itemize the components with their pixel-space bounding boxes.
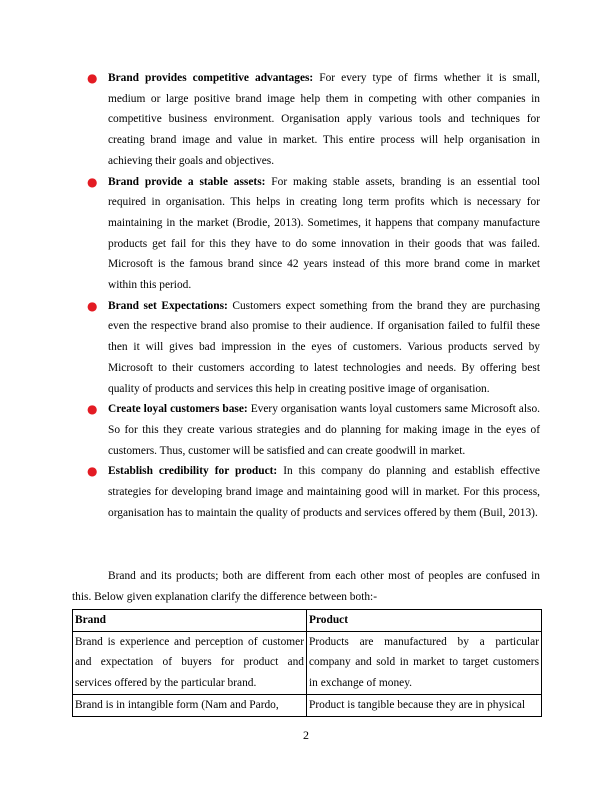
bullet-item-stable-assets bbox=[72, 172, 540, 296]
bullet-item-loyal-customers bbox=[72, 399, 540, 461]
bullet-heading: Brand set Expectations: bbox=[108, 299, 228, 312]
bullet-icon: ● bbox=[87, 298, 98, 313]
bullet-icon: ● bbox=[87, 71, 98, 85]
bullet-heading: Establish credibility for product: bbox=[108, 465, 278, 478]
bullet-heading: Create loyal customers base: bbox=[108, 403, 248, 416]
table-header-product: Product bbox=[307, 610, 542, 632]
bullet-heading: Brand provides competitive advantages: bbox=[108, 72, 314, 84]
table-cell-product: Product is tangible because they are in physical bbox=[307, 694, 542, 716]
table-row bbox=[73, 631, 542, 694]
bullet-icon: ● bbox=[87, 464, 98, 479]
bullet-text: In this company do planning and establish effective strategies for developing brand image and maintaining good will in market. For this process, organisation has to maintain the quality of products and services offered by them (Buil, 2013). bbox=[108, 465, 540, 519]
table-header-brand: Brand bbox=[73, 610, 307, 632]
bullet-heading: Brand provide a stable assets: bbox=[108, 175, 266, 188]
bullet-icon: ● bbox=[87, 174, 98, 189]
intro-paragraph: Brand and its products; both are different from each other most of peoples are confused in this. Below given explanation clarify the difference between both:- bbox=[72, 570, 540, 603]
bullet-text: For every type of firms whether it is small, medium or large positive brand image help them in competing with other companies in competitive business environment. Organisation apply various tools and techniques for creating brand image and value in market. This entire process will help organisation in achieving their goals and objectives. bbox=[108, 72, 540, 167]
bullet-item-credibility bbox=[72, 461, 540, 523]
bullet-icon: ● bbox=[87, 402, 98, 417]
bullet-list bbox=[72, 68, 540, 523]
bullet-text: For making stable assets, branding is an essential tool required in organisation. This helps in creating long term profits which is necessary for maintaining in the market (Brodie, 2013). Sometimes, it happens that company manufacture products get fail for this they have to do some innovation in their goods that was failed. Microsoft is the famous brand since 42 years instead of this more brand come in market within this period. bbox=[108, 175, 541, 292]
bullet-item-set-expectations bbox=[72, 296, 540, 400]
bullet-item-competitive-advantages bbox=[72, 68, 540, 172]
table-header-row bbox=[73, 610, 542, 632]
page-number: 2 bbox=[303, 728, 309, 742]
bullet-text: Every organisation wants loyal customers same Microsoft also. So for this they create various strategies and do planning for making image in the eyes of customers. Thus, customer will be satisfied and can create goodwill in market. bbox=[108, 403, 540, 457]
bullet-text: Customers expect something from the brand they are purchasing even the respective brand also promise to their audience. If organisation failed to fulfil these then it will gives bad impression in the eyes of customers. Various products served by Microsoft to their customers according to latest technologies and needs. By offering best quality of products and services this help in creating positive image of organisation. bbox=[108, 299, 540, 395]
brand-product-table bbox=[72, 609, 542, 717]
table-row bbox=[73, 694, 542, 716]
table-cell-brand: Brand is in intangible form (Nam and Pardo, bbox=[73, 694, 307, 716]
table-cell-brand: Brand is experience and perception of customer and expectation of buyers for product and services offered by the particular brand. bbox=[73, 631, 307, 694]
table-cell-product: Products are manufactured by a particular company and sold in market to target customers in exchange of money. bbox=[307, 631, 542, 694]
